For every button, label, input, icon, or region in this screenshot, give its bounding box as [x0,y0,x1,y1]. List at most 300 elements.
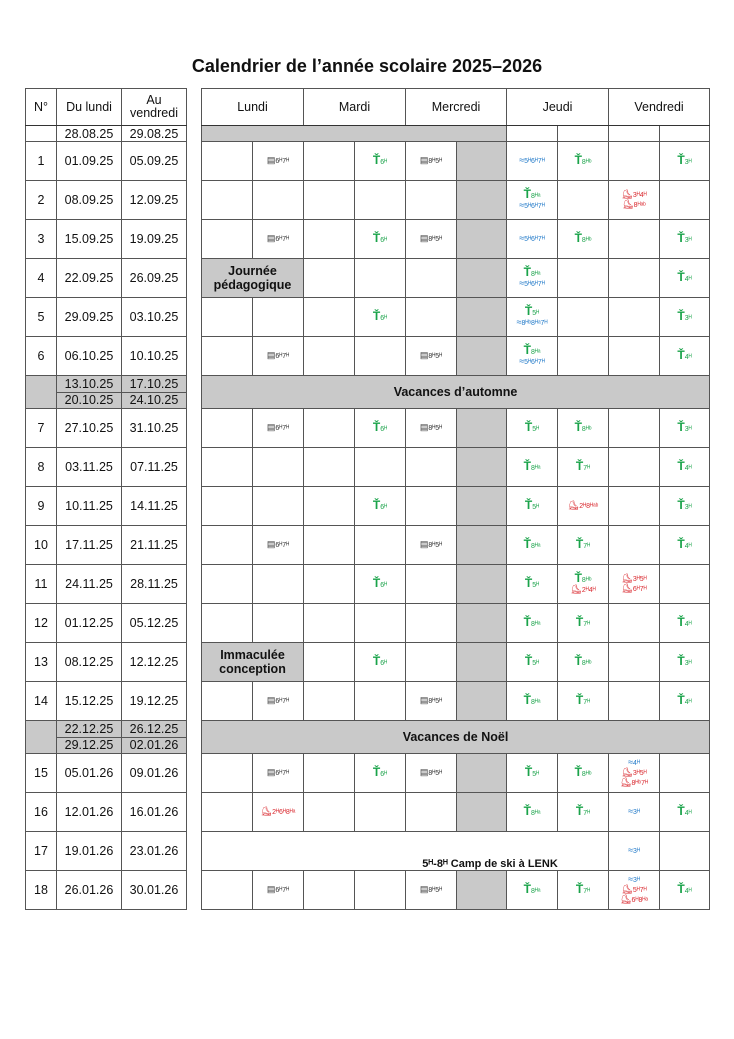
activity-label: 8ᴴᵇ7ᴴ [631,780,648,787]
activity-label: 6ᴴ [380,659,388,667]
activity-entry [558,585,608,595]
library-books-icon: ▤ [419,539,429,549]
activity-entry [609,200,659,210]
day-slot-mer1 [406,259,457,298]
day-slot-lun1 [202,181,253,220]
day-slot-mar1 [304,259,355,298]
swimming-icon: ≈ [519,233,525,243]
activity-label: 8ᴴᵃ [530,809,541,817]
swimming-icon: ≈ [519,199,525,210]
activity-entry [507,234,557,244]
day-slot-jeu2 [558,220,609,259]
activity-entry [507,279,557,289]
activity-label: 6ᴴ7ᴴ [275,887,290,894]
day-slot-jeu1 [507,298,558,337]
skating-icon: ⛸ [620,894,632,904]
to-date-cell: 05.09.25 [122,142,187,181]
day-slot [660,126,710,142]
day-slot-ven2 [660,754,710,793]
day-slot-lun1 [202,220,253,259]
to-date-cell: 30.01.26 [122,871,187,910]
activity-label: 8ᴴ5ᴴ [428,236,443,243]
activity-label: 8ᴴᵃᵇ [633,202,646,209]
swimming-icon: ≈ [519,155,525,165]
day-slot-mer2 [457,565,507,604]
activity-entry [660,692,709,707]
week-row [26,298,187,337]
day-slot-ven1 [609,565,660,604]
library-books-icon: ▤ [419,155,429,165]
activity-label: 8ᴴᵇ [581,425,592,433]
day-slot-mar1 [304,487,355,526]
to-date-cell: 10.10.25 [122,337,187,376]
day-slot-mer2 [457,448,507,487]
activity-label: 6ᴴ [380,770,388,778]
week-row [26,682,187,721]
week-number-cell: 11 [26,565,57,604]
week-schedule-row [202,604,710,643]
day-slot-jeu1 [507,604,558,643]
day-slot-jeu1 [507,220,558,259]
library-books-icon: ▤ [419,350,429,360]
day-slot-mar2 [355,604,406,643]
day-slot-jeu2 [558,181,609,220]
skating-icon: ⛸ [621,583,633,593]
week-schedule-row [202,409,710,448]
to-date-cell: 03.10.25 [122,298,187,337]
activity-label: 7ᴴ [583,542,591,550]
swimming-icon: ≈ [628,806,634,816]
activity-entry [355,653,405,668]
activity-entry [558,764,608,779]
gymnastics-icon: Ť [677,497,685,512]
day-slot-ven1 [609,181,660,220]
week-schedule-row [202,754,710,793]
skating-icon: ⛸ [621,767,633,777]
day-slot-ven2 [660,793,710,832]
week-row [26,448,187,487]
activity-entry [253,234,303,244]
activity-label: 6ᴴ7ᴴ [275,425,290,432]
day-slot-jeu2 [558,487,609,526]
day-slot-ven1 [609,526,660,565]
activity-label: 8ᴴ5ᴴ [428,158,443,165]
activity-label: 6ᴴ7ᴴ [275,770,290,777]
pre-week-gray-cell [202,126,507,142]
activity-label: 3ᴴ4ᴴ [632,192,647,199]
activity-entry [406,540,456,550]
activity-entry [558,653,608,668]
activity-label: 6ᴴ7ᴴ [632,586,647,593]
day-slot-mer1 [406,793,457,832]
day-slot-ven1 [609,142,660,181]
to-date-cell: 17.10.25 [122,376,187,393]
week-row [26,526,187,565]
day-slot-mar2 [355,565,406,604]
vacation-row [202,721,710,754]
gymnastics-icon: Ť [677,308,685,323]
activity-entry [253,156,303,166]
day-slot-mer2 [457,142,507,181]
day-slot-ven2 [660,526,710,565]
to-date-cell: 28.11.25 [122,565,187,604]
gymnastics-icon: Ť [524,764,533,779]
activity-label: 4ᴴ [633,760,640,767]
activity-entry [558,419,608,434]
activity-label: 6ᴴ [380,236,388,244]
day-slot-lun2 [253,142,304,181]
week-number-cell: 4 [26,259,57,298]
day-slot-mar1 [304,409,355,448]
to-date-cell: 21.11.25 [122,526,187,565]
day-slot-mer1 [406,754,457,793]
to-date-cell: 23.01.26 [122,832,187,871]
activity-entry [609,584,659,594]
day-slot-jeu1 [507,793,558,832]
activity-label: 8ᴴ5ᴴ [428,425,443,432]
day-slot-lun2 [253,604,304,643]
gymnastics-icon: Ť [574,152,582,167]
day-slot-ven2 [660,259,710,298]
library-books-icon: ▤ [419,695,429,705]
activity-entry [406,696,456,706]
day-slot-jeu2 [558,337,609,376]
ski-camp-label: 5ᴴ-8ᴴ Camp de ski à LENK [422,858,558,870]
header-mercredi: Mercredi [406,89,507,126]
gymnastics-icon: Ť [677,419,685,434]
day-slot-jeu1 [507,337,558,376]
day-slot-mer2 [457,526,507,565]
activity-entry [507,692,557,707]
activity-label: 3ᴴ [684,659,692,667]
activity-label: 8ᴴ5ᴴ [428,542,443,549]
activity-label: 4ᴴ [684,542,692,550]
activity-entry [406,234,456,244]
activity-entry [507,653,557,668]
activity-label: 3ᴴ [633,877,640,884]
to-date-cell: 31.10.25 [122,409,187,448]
day-slot-mar1 [304,181,355,220]
gymnastics-icon: Ť [523,342,531,357]
activity-entry [253,696,303,706]
library-books-icon: ▤ [266,350,276,360]
activity-entry [507,303,557,318]
activity-label: 8ᴴᵃ [530,464,541,472]
activity-entry [507,764,557,779]
vacation-week-row [26,376,187,393]
gymnastics-icon: Ť [524,419,533,434]
activity-entry [355,308,405,323]
day-slot-mer2 [457,682,507,721]
week-number-cell: 9 [26,487,57,526]
day-slot-mer1 [406,682,457,721]
activity-label: 6ᴴ7ᴴ [275,353,290,360]
gymnastics-icon: Ť [677,614,685,629]
day-slot-jeu2 [558,448,609,487]
day-slot-jeu1 [507,643,558,682]
day-slot-mar1 [304,298,355,337]
activity-label: 5ᴴ [532,309,540,317]
day-slot-lun1 [202,142,253,181]
activity-entry [355,152,405,167]
day-slot-lun2 [253,337,304,376]
gymnastics-icon: Ť [575,881,584,896]
to-date-cell: 09.01.26 [122,754,187,793]
pre-week-row [202,126,710,142]
activity-entry [660,269,709,284]
day-slot-mer1 [406,181,457,220]
activity-label: 8ᴴᵃ [530,698,541,706]
day-slot-ven1 [609,832,660,871]
day-slot-mer2 [457,871,507,910]
gymnastics-icon: Ť [677,152,685,167]
activity-label: 3ᴴ [684,503,692,511]
day-slot-lun1 [202,409,253,448]
activity-label: 3ᴴ [684,314,692,322]
day-slot-lun2 [253,871,304,910]
pre-week-row [26,126,187,142]
activity-label: 7ᴴ [583,887,591,895]
from-date-cell: 03.11.25 [57,448,122,487]
day-slot-ven2 [660,220,710,259]
day-slot-jeu2 [558,259,609,298]
day-slot-mer1 [406,871,457,910]
from-date-cell: 20.10.25 [57,392,122,409]
gymnastics-icon: Ť [523,881,531,896]
activity-label: 8ᴴᵇ8ᴴᵃ7ᴴ [521,319,548,327]
to-date-cell: 29.08.25 [122,126,187,142]
activity-entry [507,186,557,201]
day-slot-jeu1 [507,487,558,526]
day-slot-mar2 [355,181,406,220]
activity-label: 4ᴴ [684,809,692,817]
week-schedule-row [202,643,710,682]
week-row [26,259,187,298]
day-slot-lun1 [202,526,253,565]
from-date-cell: 17.11.25 [57,526,122,565]
day-slot-mar2 [355,259,406,298]
gymnastics-icon: Ť [372,230,381,245]
day-slot-jeu1 [507,142,558,181]
activity-entry [660,308,709,323]
activity-entry [406,423,456,433]
day-slot-ven1 [609,793,660,832]
activity-label: 3ᴴ5ᴴ [632,770,647,777]
week-row [26,643,187,682]
activity-entry [253,351,303,361]
activity-entry [660,653,709,668]
day-slot-ven1 [609,259,660,298]
activity-entry [609,778,659,788]
day-slot-mar1 [304,682,355,721]
activity-label: 8ᴴᵇ [581,576,592,584]
day-slot-mar2 [355,142,406,181]
activity-label: 8ᴴᵃ [530,348,541,356]
day-slot-mar2 [355,448,406,487]
day-slot-mer2 [457,220,507,259]
library-books-icon: ▤ [266,233,276,243]
week-number-cell: 10 [26,526,57,565]
day-slot-ven1 [609,487,660,526]
activity-entry [406,156,456,166]
activity-label: 3ᴴ [633,848,640,855]
day-slot-jeu1 [507,259,558,298]
activity-entry [253,423,303,433]
day-slot-jeu2 [558,142,609,181]
week-schedule-row [202,832,710,871]
header-mardi: Mardi [304,89,406,126]
gymnastics-icon: Ť [677,269,685,284]
day-slot-mer1 [406,448,457,487]
gymnastics-icon: Ť [524,653,533,668]
from-date-cell: 12.01.26 [57,793,122,832]
activity-label: 8ᴴ5ᴴ [428,887,443,894]
day-slot-mar2 [355,526,406,565]
day-slot-ven2 [660,871,710,910]
day-slot-mar2 [355,793,406,832]
week-row [26,793,187,832]
day-slot [507,126,558,142]
to-date-cell: 14.11.25 [122,487,187,526]
day-slot-lun1 [202,487,253,526]
activity-entry [507,357,557,367]
gymnastics-icon: Ť [574,653,582,668]
activity-label: 5ᴴ [532,581,540,589]
day-slot-mer1 [406,604,457,643]
ski-camp-cell [202,832,609,871]
day-slot-ven1 [609,871,660,910]
from-date-cell: 27.10.25 [57,409,122,448]
day-slot-lun2 [253,754,304,793]
header-to: Au vendredi [122,89,187,126]
gymnastics-icon: Ť [677,536,685,551]
activity-entry [507,156,557,166]
from-date-cell: 08.09.25 [57,181,122,220]
activity-label: 3ᴴ [633,809,640,816]
activity-label: 2ᴴ8ᴴᵃᵇ [579,503,599,510]
skating-icon: ⛸ [622,199,634,209]
week-schedule-row [202,448,710,487]
day-slot-ven2 [660,604,710,643]
day-slot-ven1 [609,448,660,487]
gymnastics-icon: Ť [575,614,584,629]
day-slot-ven1 [609,643,660,682]
library-books-icon: ▤ [419,767,429,777]
day-slot [558,126,609,142]
activity-entry [355,230,405,245]
day-slot-jeu2 [558,565,609,604]
activity-entry [507,803,557,818]
activity-label: 8ᴴᵃ [530,270,541,278]
swimming-icon: ≈ [519,277,525,288]
week-row [26,220,187,259]
activity-label: 8ᴴᵇ [581,236,592,244]
activity-entry [660,419,709,434]
special-day-cell: Journée pédagogique [202,259,304,298]
day-slot-ven2 [660,643,710,682]
day-slot-mer2 [457,181,507,220]
day-slot-lun1 [202,448,253,487]
skating-icon: ⛸ [621,884,633,894]
week-schedule-row [202,337,710,376]
activity-label: 5ᴴ [532,503,540,511]
activity-label: 6ᴴ7ᴴ [275,698,290,705]
day-slot-lun2 [253,409,304,448]
gymnastics-icon: Ť [523,186,531,201]
activity-entry [609,768,659,778]
week-number-cell: 1 [26,142,57,181]
activity-entry [558,803,608,818]
activity-label: 4ᴴ [684,620,692,628]
activity-entry [355,497,405,512]
day-slot-mar1 [304,448,355,487]
day-slot-jeu2 [558,754,609,793]
day-slot-ven1 [609,604,660,643]
day-slot-ven2 [660,181,710,220]
day-slot-lun2 [253,298,304,337]
day-slot-mar1 [304,604,355,643]
activity-label: 6ᴴ7ᴴ [275,542,290,549]
day-slot-lun1 [202,754,253,793]
activity-entry [253,807,303,817]
activity-entry [609,574,659,584]
activity-entry [355,575,405,590]
activity-entry [660,614,709,629]
header-week-number: N° [26,89,57,126]
activity-label: 8ᴴᵃ [530,620,541,628]
week-row [26,832,187,871]
day-slot-mer1 [406,220,457,259]
activity-entry [507,342,557,357]
activity-entry [507,536,557,551]
from-date-cell: 01.12.25 [57,604,122,643]
day-slot-mer1 [406,565,457,604]
gymnastics-icon: Ť [677,692,685,707]
activity-label: 6ᴴ [380,425,388,433]
week-number-cell: 15 [26,754,57,793]
to-date-cell: 24.10.25 [122,392,187,409]
gymnastics-icon: Ť [372,497,381,512]
to-date-cell: 19.12.25 [122,682,187,721]
to-date-cell: 05.12.25 [122,604,187,643]
week-number-cell: 7 [26,409,57,448]
day-slot-lun2 [253,220,304,259]
from-date-cell: 05.01.26 [57,754,122,793]
day-slot-lun1 [202,871,253,910]
activity-label: 6ᴴ7ᴴ [275,236,290,243]
gymnastics-icon: Ť [523,458,531,473]
week-schedule-row [202,487,710,526]
skating-icon: ⛸ [570,583,582,594]
activity-label: 5ᴴ [532,425,540,433]
day-slot-mar2 [355,682,406,721]
to-date-cell: 26.09.25 [122,259,187,298]
vacation-label: Vacances d’automne [202,376,710,409]
activity-label: 7ᴴ [583,464,591,472]
library-books-icon: ▤ [266,155,276,165]
week-schedule-row [202,526,710,565]
gymnastics-icon: Ť [372,764,381,779]
swimming-icon: ≈ [628,874,634,884]
from-date-cell: 24.11.25 [57,565,122,604]
page-title: Calendrier de l’année scolaire 2025–2026 [191,56,543,76]
swimming-icon: ≈ [628,757,634,767]
day-slot-ven1 [609,337,660,376]
vacation-row [202,376,710,409]
activity-label: 8ᴴᵇ [581,158,592,166]
activity-entry [507,318,557,328]
week-schedule-row [202,871,710,910]
